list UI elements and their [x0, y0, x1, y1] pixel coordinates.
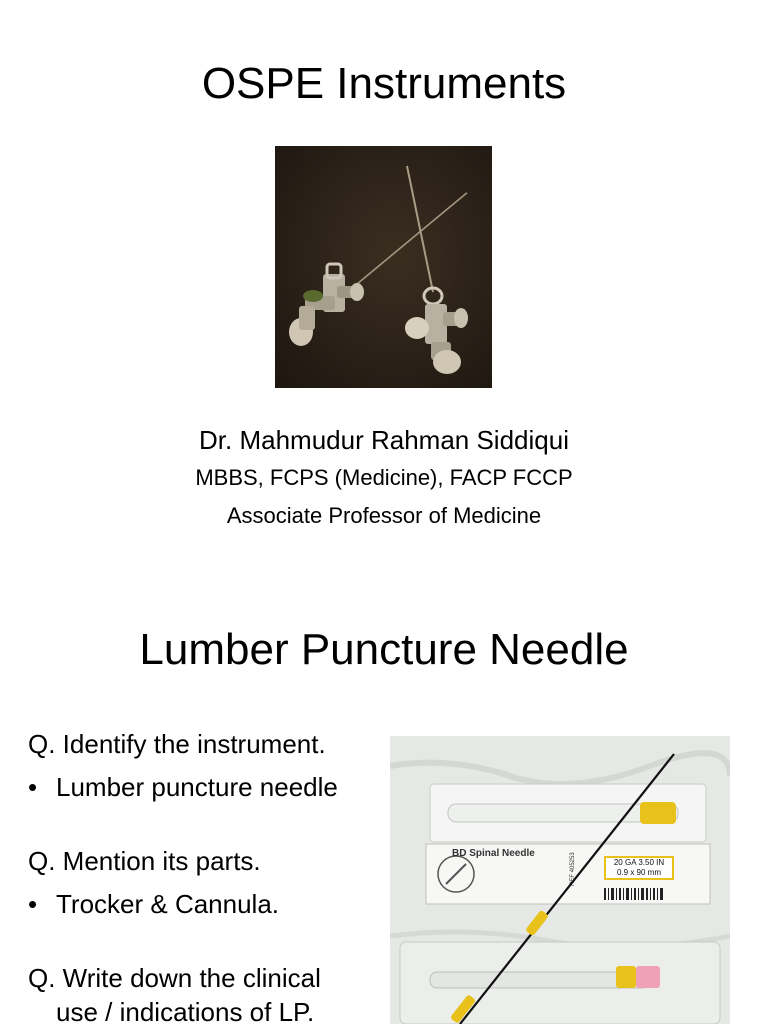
question-1: Q. Identify the instrument.	[28, 729, 326, 759]
package-ref: REF 405253	[570, 852, 576, 886]
slide-1-title: OSPE Instruments	[201, 59, 567, 108]
author-qualifications: MBBS, FCPS (Medicine), FACP FCCP	[195, 465, 573, 490]
answer-2	[28, 888, 279, 920]
question-2: Q. Mention its parts.	[28, 846, 261, 876]
bullet-icon: •	[28, 772, 38, 802]
author-position: Associate Professor of Medicine	[226, 503, 542, 528]
package-brand: BD Spinal Needle	[452, 848, 535, 859]
answer-1-text: Lumber puncture needle	[56, 772, 338, 802]
answer-1	[28, 771, 338, 803]
answer-2-text: Trocker & Cannula.	[56, 889, 280, 919]
author-name: Dr. Mahmudur Rahman Siddiqui	[199, 425, 569, 455]
slide-2-title: Lumber Puncture Needle	[139, 625, 629, 674]
package-size: 0.9 x 90 mm	[616, 868, 661, 877]
bullet-icon: •	[28, 889, 38, 919]
lp-needles-photo	[275, 146, 492, 388]
package-gauge: 20 GA 3.50 IN	[613, 858, 665, 867]
question-3-continued: use / indications of LP.	[56, 997, 315, 1027]
question-3: Q. Write down the clinical	[28, 963, 321, 993]
spinal-needle-package-photo	[390, 736, 730, 1024]
